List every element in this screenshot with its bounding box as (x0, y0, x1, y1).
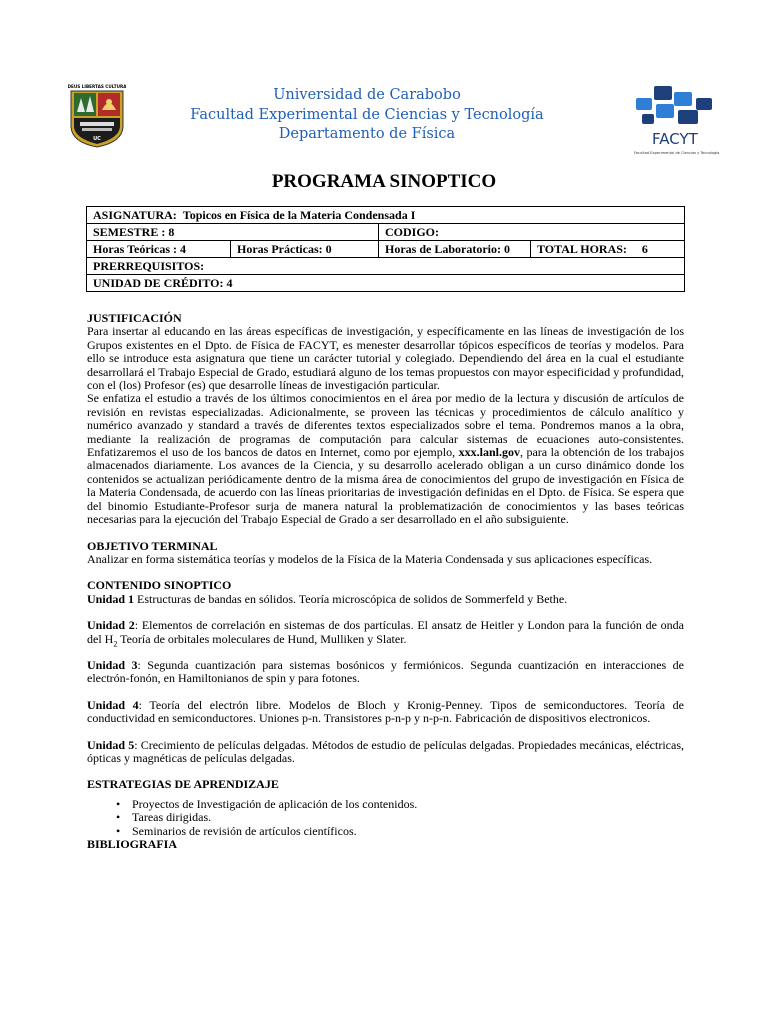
semestre-cell: SEMESTRE : 8 (87, 224, 379, 241)
unidad-2-text: : Elementos de correlación en sistemas de dos partículas. El ansatz de Heitler y London para la función de onda del H (87, 618, 684, 646)
document-title: PROGRAMA SINOPTICO (271, 171, 497, 192)
facyt-logo (630, 78, 726, 160)
unidad-4-label: Unidad 4 (87, 697, 139, 712)
estrategias-list (87, 798, 684, 838)
total-horas-value: 6 (641, 242, 648, 256)
unidad-2-subscript: 2 (113, 638, 118, 648)
unidad-3 (87, 659, 684, 686)
university-crest-logo (68, 82, 126, 148)
contenido-heading: CONTENIDO SINOPTICO (87, 578, 232, 593)
table-row (87, 258, 685, 275)
codigo-cell: CODIGO: (379, 224, 685, 241)
unidad-5-label: Unidad 5 (87, 737, 135, 752)
objetivo-heading: OBJETIVO TERMINAL (87, 538, 218, 553)
list-item: • Seminarios de revisión de artículos científicos. (132, 825, 684, 838)
horas-laboratorio-cell: Horas de Laboratorio: 0 (379, 241, 531, 258)
unidad-1-text: Estructuras de bandas en sólidos. Teoría microscópica de solidos de Sommerfeld y Bethe. (134, 591, 568, 606)
unidad-1-label: Unidad 1 (87, 591, 135, 606)
university-name: Universidad de Carabobo (273, 87, 461, 103)
lanl-reference: xxx.lanl.gov (458, 445, 520, 460)
bibliografia-heading: BIBLIOGRAFIA (87, 837, 178, 851)
facyt-caption: Facultad Experimental de Ciencias y Tecnología (634, 151, 720, 155)
justificacion-p2-text-end: , para la obtención de los trabajos almacenados diariamente. Los avances de la Ciencia, y su desarrollo acelerado obligan a un curso dinámico donde los contenidos se actualizan periódicamente dentro de la misma área de conocimientos del grupo de investigación en Física de la Materia Condensada, de acuerdo con las líneas prioritarias de investigación definidas en el Dpto. de Física. Se espera que del binomio Estudiante-Profesor surja de manera natural la problematización de conocimientos y las bases teóricas necesarias para la ejecución del Trabajo Especial de Grado a ser desarrollado en el año subsiguiente. (87, 445, 684, 527)
list-item: • Proyectos de Investigación de aplicación de los contenidos. (132, 798, 684, 811)
document-body (87, 312, 684, 851)
unidad-3-label: Unidad 3 (87, 657, 138, 672)
institution-header (130, 86, 604, 145)
total-horas-cell (531, 241, 685, 258)
horas-teoricas-cell: Horas Teóricas : 4 (87, 241, 231, 258)
objetivo-text: Analizar en forma sistemática teorías y modelos de la Física de la Materia Condensada y sus aplicaciones específicas. (87, 551, 653, 566)
estrategias-heading: ESTRATEGIAS DE APRENDIZAJE (87, 777, 279, 792)
department-name: Departamento de Física (278, 126, 456, 142)
unidad-2 (87, 619, 684, 646)
table-row (87, 275, 685, 292)
crest-bottom-text: UC (93, 136, 101, 142)
unidad-4-text: : Teoría del electrón libre. Modelos de Bloch y Kronig-Penney. Tipos de semiconductores. Teoría de conductividad en semiconductores. Uniones p-n. Transistores p-n-p y n-p-n. Fabricación de dispositivos electronicos. (87, 697, 684, 726)
facyt-wordmark: FACYT (652, 130, 698, 148)
asignatura-value: Topicos en Física de la Materia Condensada I (182, 208, 416, 222)
asignatura-cell (87, 207, 685, 224)
unidad-credito-cell: UNIDAD DE CRÉDITO: 4 (87, 275, 685, 292)
faculty-name: Facultad Experimental de Ciencias y Tecnología (190, 106, 544, 123)
unidad-4 (87, 699, 684, 726)
table-row (87, 224, 685, 241)
list-item: • Tareas dirigidas. (132, 811, 684, 824)
crest-motto: DEUS LIBERTAS CULTURA (68, 84, 126, 89)
justificacion-paragraph-2 (87, 392, 684, 526)
table-row (87, 241, 685, 258)
total-horas-label: TOTAL HORAS: (537, 242, 627, 256)
unidad-3-text: : Segunda cuantización para sistemas bosónicos y fermiónicos. Segunda cuantización en interacciones de electrón-fonón, en Hamiltonianos de spin y para fotones. (87, 657, 684, 686)
asignatura-label: ASIGNATURA: (93, 208, 177, 222)
justificacion-p2-text: Se enfatiza el estudio a través de los últimos conocimientos en el área por medio de la lectura y discusión de artículos de revisión en revistas especializadas. Adicionalmente, se proveen las técnicas y procedimientos de cálculo analítico y numérico avanzado y standard a través de diferentes textos especializados sobre el tema. Pondremos manos a la obra, mediante la realización de programas de computación para calcular sistemas de ecuaciones auto-consistentes. Enfatizaremos el uso de los bancos de datos en Internet, como por ejemplo, (87, 391, 684, 460)
prerrequisitos-cell: PRERREQUISITOS: (87, 258, 685, 275)
unidad-5-text: : Crecimiento de películas delgadas. Métodos de estudio de películas delgadas. Propiedades mecánicas, eléctricas, ópticas y magnéticas de películas delgadas. (87, 737, 684, 765)
horas-practicas-cell: Horas Prácticas: 0 (231, 241, 379, 258)
table-row (87, 207, 685, 224)
course-info-table (86, 206, 685, 292)
justificacion-paragraph-1: Para insertar al educando en las áreas específicas de investigación, y específicamente en las líneas de investigación de los Grupos existentes en el Dpto. de Física de FACYT, es menester desarrollar tópicos específicos de teorías y modelos. Para ello se introduce esta asignatura que tiene un carácter tutorial y colegiado. Dependiendo del área en la cual el estudiante desarrollará el Trabajo Especial de Grado, estudiará alguno de los temas propuestos con mayor especificidad y profundidad, con el (los) Profesor (es) que desarrolle líneas de investigación particular. (87, 324, 684, 393)
unidad-1 (87, 593, 684, 606)
unidad-2-text-end: Teoría de orbitales moleculares de Hund, Mulliken y Slater. (117, 631, 407, 646)
unidad-2-label: Unidad 2 (87, 618, 135, 633)
unidad-5 (87, 739, 684, 766)
justificacion-heading: JUSTIFICACIÓN (87, 311, 182, 325)
